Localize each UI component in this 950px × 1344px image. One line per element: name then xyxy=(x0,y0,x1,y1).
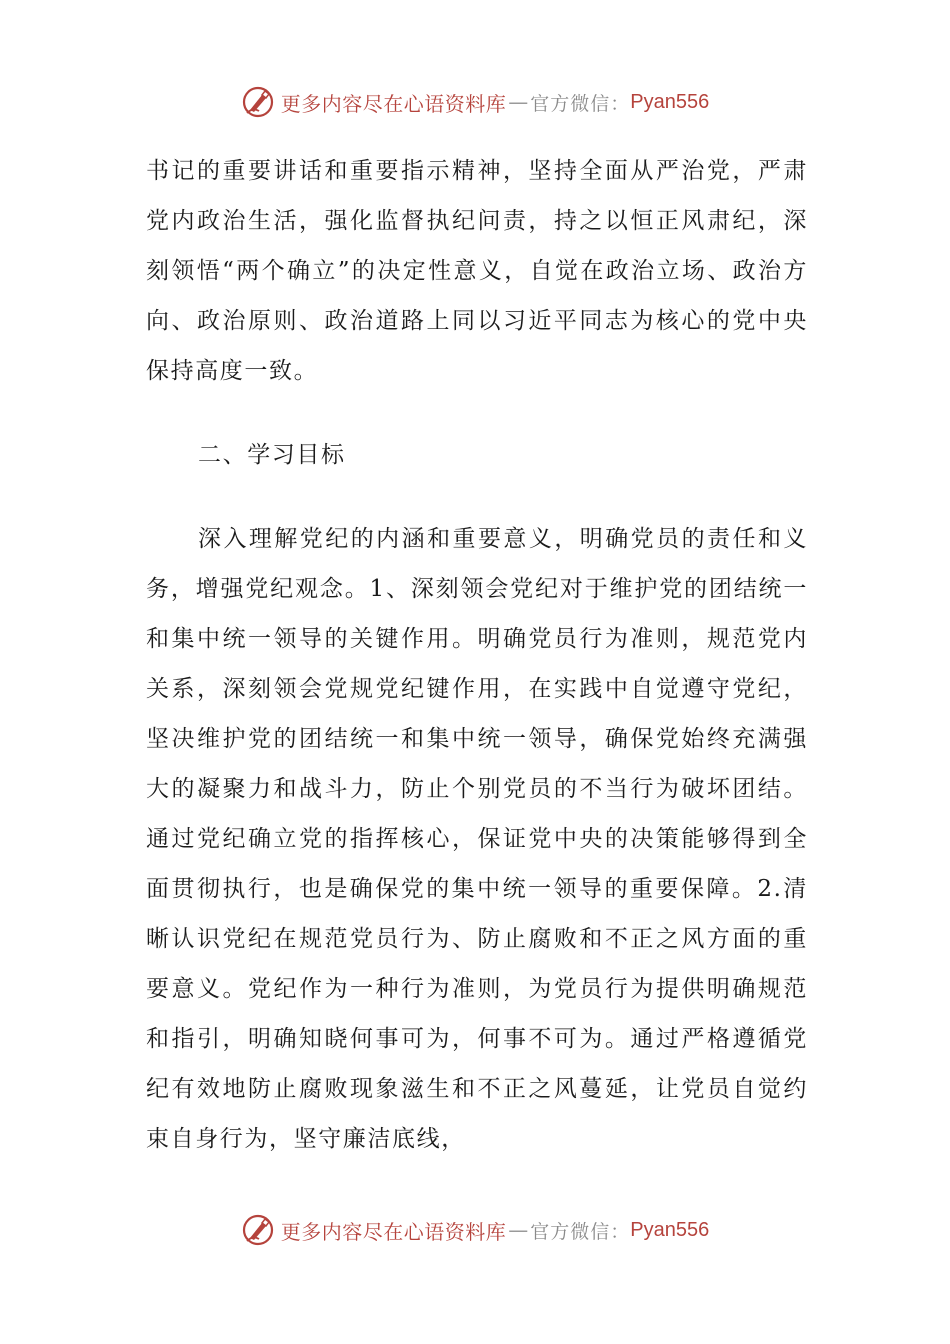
paragraph-2: 深入理解党纪的内涵和重要意义，明确党员的责任和义务，增强党纪观念。1、深刻领会党纪对于维护党的团结统一和集中统一领导的关键作用。明确党员行为准则，规范党内关系，深刻领会党规党纪键作用，在实践中自觉遵守党纪，坚决维护党的团结统一和集中统一领导，确保党始终充满强大的凝聚力和战斗力，防止个别党员的不当行为破坏团结。通过党纪确立党的指挥核心，保证党中央的决策能够得到全面贯彻执行，也是确保党的集中统一领导的重要保障。2.清晰认识党纪在规范党员行为、防止腐败和不正之风方面的重要意义。党纪作为一种行为准则，为党员行为提供明确规范和指引，明确知晓何事可为，何事不可为。通过严格遵循党纪有效地防止腐败现象滋生和不正之风蔓延，让党员自觉约束自身行为，坚守廉洁底线， xyxy=(146,526,808,1152)
wechat-id: Pyan556 xyxy=(630,1218,710,1241)
section-heading: 二、学习目标 xyxy=(198,442,346,468)
paragraph-1: 书记的重要讲话和重要指示精神，坚持全面从严治党，严肃党内政治生活，强化监督执纪问责，持之以恒正风肃纪，深刻领悟“两个确立”的决定性意义，自觉在政治立场、政治方向、政治原则、政治道路上同以习近平同志为核心的党中央保持高度一致。 xyxy=(146,158,808,384)
document-body xyxy=(146,146,808,1164)
pen-nib-logo-icon xyxy=(241,85,275,119)
wechat-label: 官方微信： xyxy=(530,1220,631,1243)
header-banner xyxy=(0,82,950,122)
brand-text: 更多内容尽在心语资料库 xyxy=(280,1219,507,1244)
pen-nib-logo-icon xyxy=(241,1213,275,1247)
footer-banner xyxy=(0,1210,950,1250)
banner-dash: — xyxy=(508,1218,529,1242)
wechat-label: 官方微信： xyxy=(530,92,631,115)
brand-text: 更多内容尽在心语资料库 xyxy=(280,91,507,116)
wechat-id: Pyan556 xyxy=(630,90,710,113)
banner-dash: — xyxy=(508,90,529,114)
